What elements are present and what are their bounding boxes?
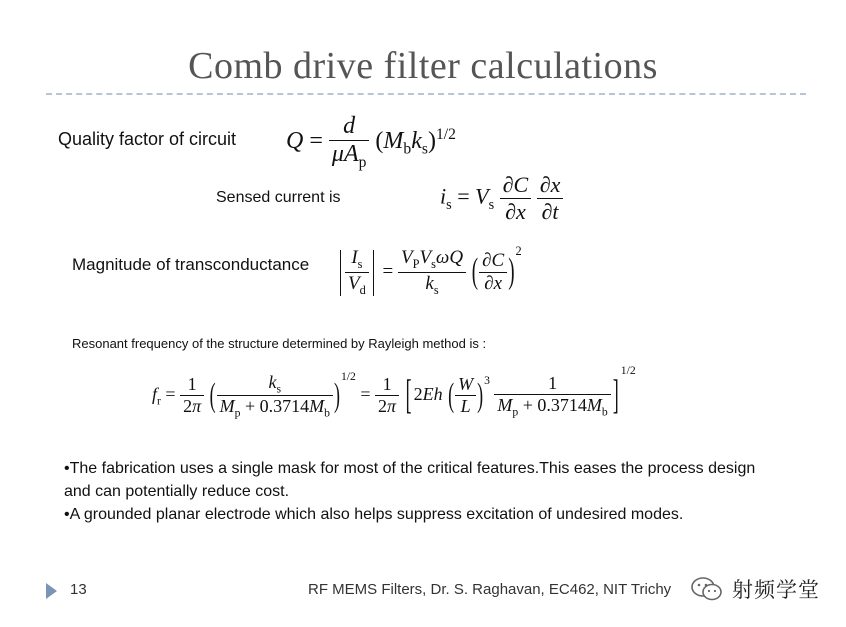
transconductance-label: Magnitude of transconductance (72, 255, 310, 274)
quality-factor-equation: Q = $\frac{d}{\mu A_p}$ $(M_bk_s)^{1/2}$ (286, 113, 456, 171)
footer-text: RF MEMS Filters, Dr. S. Raghavan, EC462, NIT Trichy (308, 581, 672, 598)
quality-factor-label: Quality factor of circuit (58, 129, 237, 149)
sensed-current-equation: $i_s = V_s$ $\frac{\partial C}{\partial x}$ $\frac{\partial x}{\partial t}$ (440, 172, 563, 225)
bullet-item: •The fabrication uses a single mask for most of the critical features.This eases the process design and can potentially reduce cost. (64, 460, 756, 500)
slide-title: Comb drive filter calculations (188, 45, 658, 87)
transconductance-equation: $\frac{I_s}{V_d}$ = $\frac{V_PV_s\omega Q}{k_s}$ ( $\frac{\partial C}{\partial x}$ )$^2$ (336, 244, 522, 298)
play-arrow-icon (46, 583, 57, 599)
watermark-text: 射频学堂 (732, 578, 820, 602)
title-divider (46, 93, 806, 95)
resonant-frequency-label: Resonant frequency of the structure determined by Rayleigh method is : (72, 336, 487, 351)
resonant-frequency-equation: $f_r$ = $\frac{1}{2\pi}$ ( $\frac{k_s}{M_p + 0.3714M_b}$ )$^{1/2}$ = $\frac{1}{2\pi}$ [ 2Eh ( $\frac{W}{L}$ )$^3$ $\frac{1}{M_p + 0.3714M_b}$ ]$^{1/2}$ (152, 364, 636, 420)
watermark (690, 574, 820, 604)
wechat-icon (690, 575, 724, 603)
bullet-list (64, 457, 784, 526)
sensed-current-label: Sensed current is (216, 189, 341, 206)
bullet-item: •A grounded planar electrode which also helps suppress excitation of undesired modes. (64, 506, 684, 523)
page-number: 13 (70, 581, 87, 598)
